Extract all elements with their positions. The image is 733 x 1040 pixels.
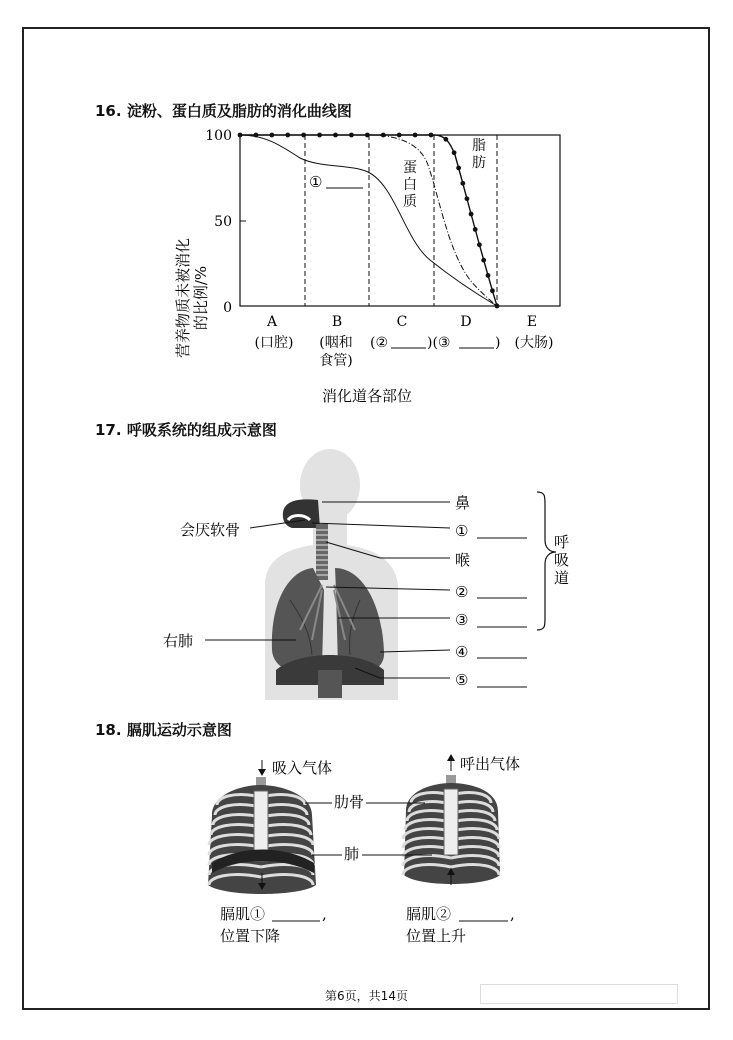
label-larynx: 喉 — [455, 551, 471, 569]
label-protein-2: 白 — [403, 177, 417, 193]
ytick-100: 100 — [205, 128, 232, 144]
page-footer: 第6页，共14页 — [325, 989, 408, 1003]
brace-label-1: 呼 — [554, 533, 570, 551]
label-protein-3: 质 — [403, 194, 417, 210]
fat-point — [413, 133, 418, 138]
q17-title: 呼吸系统的组成示意图 — [126, 421, 277, 439]
fat-point — [397, 133, 402, 138]
plot-frame — [240, 135, 560, 306]
fat-point — [254, 133, 259, 138]
q18-number: 18. — [95, 721, 122, 739]
y-axis-label-1: 营养物质未被消化 — [174, 237, 192, 359]
ribcage-exhale — [403, 775, 500, 884]
caption-left-2: 位置下降 — [220, 927, 281, 945]
caption-left-1: 膈肌① — [220, 905, 266, 923]
section-b-letter: B — [331, 314, 343, 330]
fat-point — [477, 242, 482, 247]
label-blank-2: ② — [455, 583, 469, 601]
footer-box — [480, 984, 678, 1004]
section-c-name: (② — [370, 335, 389, 351]
fat-point — [349, 133, 354, 138]
fat-point — [460, 181, 465, 186]
section-b-name-1: (咽和 — [319, 335, 353, 351]
blank-1-label: ① — [309, 173, 323, 191]
q17-number: 17. — [95, 421, 122, 439]
fat-point — [443, 137, 448, 142]
fat-point — [238, 133, 243, 138]
ytick-50: 50 — [214, 214, 232, 230]
section-d-close: ) — [495, 335, 501, 351]
digestion-chart — [0, 120, 733, 420]
section-e-letter: E — [526, 314, 538, 330]
section-a-letter: A — [266, 314, 278, 330]
fat-point — [317, 133, 322, 138]
fat-point — [495, 304, 500, 309]
label-rib: 肋骨 — [334, 793, 365, 811]
label-blank-4: ④ — [455, 643, 469, 661]
section-e-name: (大肠) — [514, 335, 554, 351]
section-d-name: )(③ — [427, 335, 451, 351]
inhale-arrow-head — [258, 769, 266, 776]
section-b-name-2: 食管) — [319, 353, 353, 369]
label-blank-5: ⑤ — [455, 671, 469, 689]
y-axis-label-2: 的比例/% — [192, 265, 210, 331]
fat-point — [490, 288, 495, 293]
trachea — [316, 524, 328, 580]
caption-right-1: 膈肌② — [406, 905, 452, 923]
fat-point — [486, 273, 491, 278]
fat-point — [381, 133, 386, 138]
fat-point — [429, 133, 434, 138]
q16-number: 16. — [95, 102, 122, 120]
diaphragm-diagram — [0, 745, 733, 950]
caption-right-comma: , — [510, 905, 515, 923]
caption-right-2: 位置上升 — [406, 927, 467, 945]
q18-title: 膈肌运动示意图 — [126, 721, 232, 739]
fat-point — [465, 196, 470, 201]
fat-point — [481, 258, 486, 263]
fat-point — [456, 166, 461, 171]
q18-heading — [95, 719, 232, 740]
label-protein-1: 蛋 — [403, 160, 417, 176]
q17-heading — [95, 419, 277, 440]
label-nose: 鼻 — [455, 494, 471, 512]
fat-point — [452, 150, 457, 155]
label-blank-1: ① — [455, 522, 469, 540]
exhale-arrow-head — [447, 754, 455, 761]
section-d-letter: D — [460, 314, 472, 330]
fat-point — [269, 133, 274, 138]
fat-point — [301, 133, 306, 138]
label-inhale: 吸入气体 — [272, 759, 333, 777]
q16-title: 淀粉、蛋白质及脂肪的消化曲线图 — [126, 102, 352, 120]
nasal-cavity — [283, 499, 320, 528]
ytick-0: 0 — [223, 300, 232, 316]
fat-point — [365, 133, 370, 138]
fat-point — [333, 133, 338, 138]
label-fat-1: 脂 — [472, 138, 486, 154]
label-lung: 肺 — [344, 845, 360, 863]
brace-label-3: 道 — [554, 569, 570, 587]
section-a-name: (口腔) — [254, 335, 294, 351]
caption-left-comma: , — [322, 905, 327, 923]
label-epiglottis: 会厌软骨 — [180, 521, 241, 539]
label-blank-3: ③ — [455, 611, 469, 629]
label-right-lung: 右肺 — [163, 632, 194, 650]
label-exhale: 呼出气体 — [460, 755, 521, 773]
abdomen-shape — [318, 670, 342, 698]
respiratory-diagram — [0, 440, 733, 710]
brace-label-2: 吸 — [554, 551, 570, 569]
fat-point — [469, 212, 474, 217]
fat-point — [285, 133, 290, 138]
q16-heading — [95, 100, 352, 121]
label-fat-2: 肪 — [472, 155, 486, 171]
x-axis-label: 消化道各部位 — [321, 387, 413, 405]
fat-point — [473, 227, 478, 232]
section-c-letter: C — [396, 314, 408, 330]
